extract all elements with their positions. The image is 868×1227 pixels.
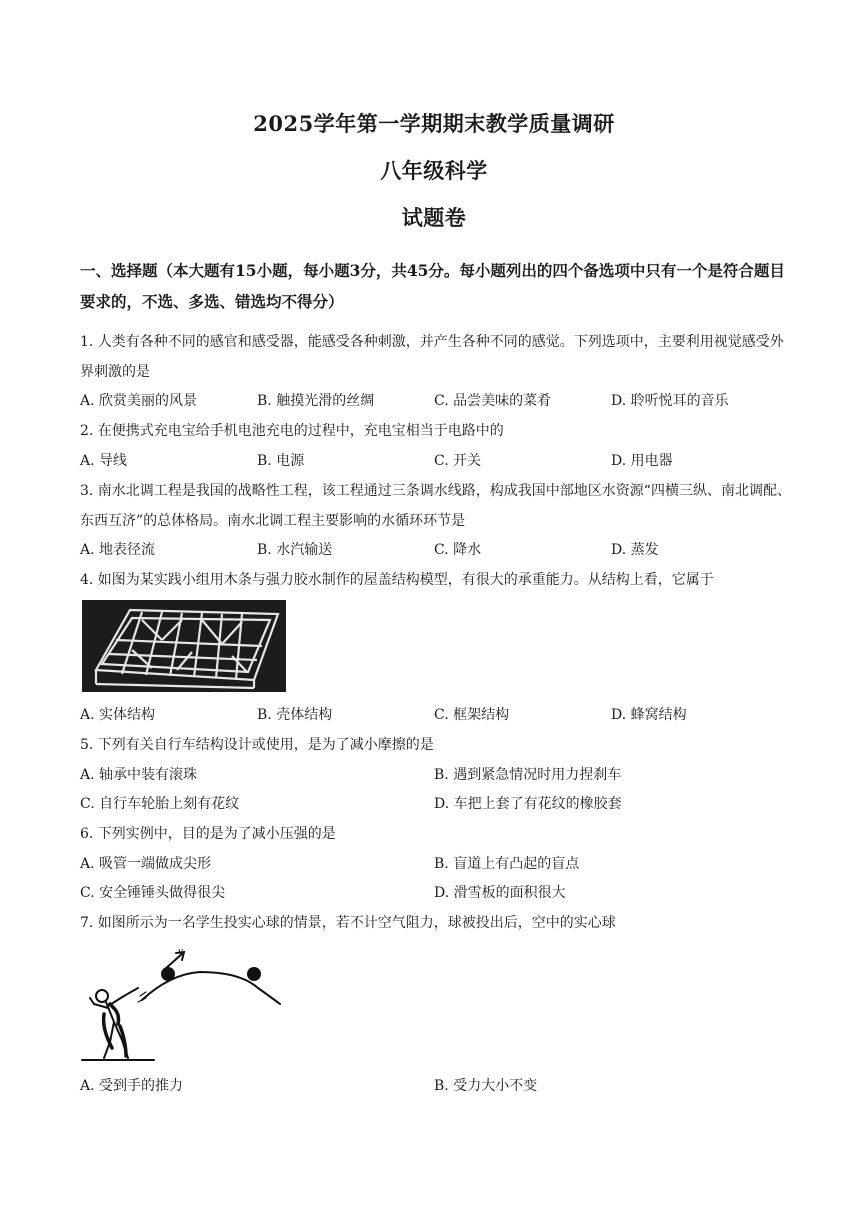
exam-subject: 八年级科学 (380, 158, 488, 183)
q5-option-a: A. 轴承中装有滚珠 (80, 767, 198, 783)
q2-option-c: C. 开关 (434, 453, 482, 469)
q1-option-a: A. 欣赏美丽的风景 (80, 393, 198, 409)
paper-type: 试题卷 (401, 205, 467, 230)
question-3-options (80, 535, 792, 565)
q2-option-d: D. 用电器 (611, 453, 673, 469)
exam-title: 2025学年第一学期期末教学质量调研 (253, 111, 615, 136)
question-7-options-row-1 (80, 1071, 792, 1101)
q6-option-b: B. 盲道上有凸起的盲点 (434, 856, 580, 872)
question-2-stem: 2. 在便携式充电宝给手机电池充电的过程中，充电宝相当于电路中的 (80, 423, 504, 439)
q7-option-a: A. 受到手的推力 (80, 1078, 184, 1094)
question-5-stem: 5. 下列有关自行车结构设计或使用，是为了减小摩擦的是 (80, 737, 434, 753)
q6-option-a: A. 吸管一端做成尖形 (80, 856, 212, 872)
question-6-stem: 6. 下列实例中，目的是为了减小压强的是 (80, 826, 336, 842)
q7-option-b: B. 受力大小不变 (434, 1078, 538, 1094)
q1-option-d: D. 聆听悦耳的音乐 (611, 393, 729, 409)
q3-option-b: B. 水汽输送 (257, 542, 333, 558)
q3-option-a: A. 地表径流 (80, 542, 156, 558)
section-heading: 一、选择题（本大题有15小题，每小题3分，共45分。每小题列出的四个备选项中只有一个是符合题目要求的，不选、多选、错选均不得分） (80, 261, 785, 311)
q3-option-d: D. 蒸发 (611, 542, 659, 558)
question-3-stem: 3. 南水北调工程是我国的战略性工程，该工程通过三条调水线路，构成我国中部地区水资源“四横三纵、南北调配、东西互济”的总体格局。南水北调工程主要影响的水循环环节是 (80, 483, 791, 529)
q2-option-a: A. 导线 (80, 453, 128, 469)
q5-option-c: C. 自行车轮胎上刻有花纹 (80, 796, 240, 812)
question-5-options-row-2 (80, 789, 792, 819)
q6-option-d: D. 滑雪板的面积很大 (434, 885, 566, 901)
question-1-stem: 1. 人类有各种不同的感官和感受器，能感受各种刺激，并产生各种不同的感觉。下列选项中，主要利用视觉感受外界刺激的是 (80, 334, 784, 380)
question-4-options (80, 700, 792, 730)
question-6-options-row-1 (80, 849, 792, 879)
q5-option-b: B. 遇到紧急情况时用力捏刹车 (434, 767, 622, 783)
q4-option-a: A. 实体结构 (80, 707, 156, 723)
question-2-options (80, 446, 792, 476)
question-4-stem: 4. 如图为某实践小组用木条与强力胶水制作的屋盖结构模型，有很大的承重能力。从结构上看，它属于 (80, 572, 714, 588)
q3-option-c: C. 降水 (434, 542, 482, 558)
q1-option-b: B. 触摸光滑的丝绸 (257, 393, 375, 409)
question-7-stem: 7. 如图所示为一名学生投实心球的情景，若不计空气阻力，球被投出后，空中的实心球 (80, 915, 616, 931)
question-6-options-row-2 (80, 878, 792, 908)
velocity-label: v (178, 945, 183, 957)
roof-truss-model-photo (82, 600, 286, 692)
q1-option-c: C. 品尝美味的菜肴 (434, 393, 552, 409)
question-1-options (80, 386, 792, 416)
q4-option-d: D. 蜂窝结构 (611, 707, 687, 723)
q5-option-d: D. 车把上套了有花纹的橡胶套 (434, 796, 622, 812)
q4-option-b: B. 壳体结构 (257, 707, 333, 723)
shot-put-thrower-drawing (80, 944, 290, 1064)
question-5-options-row-1 (80, 760, 792, 790)
q6-option-c: C. 安全锤锤头做得很尖 (80, 885, 226, 901)
q4-option-c: C. 框架结构 (434, 707, 510, 723)
q2-option-b: B. 电源 (257, 453, 305, 469)
